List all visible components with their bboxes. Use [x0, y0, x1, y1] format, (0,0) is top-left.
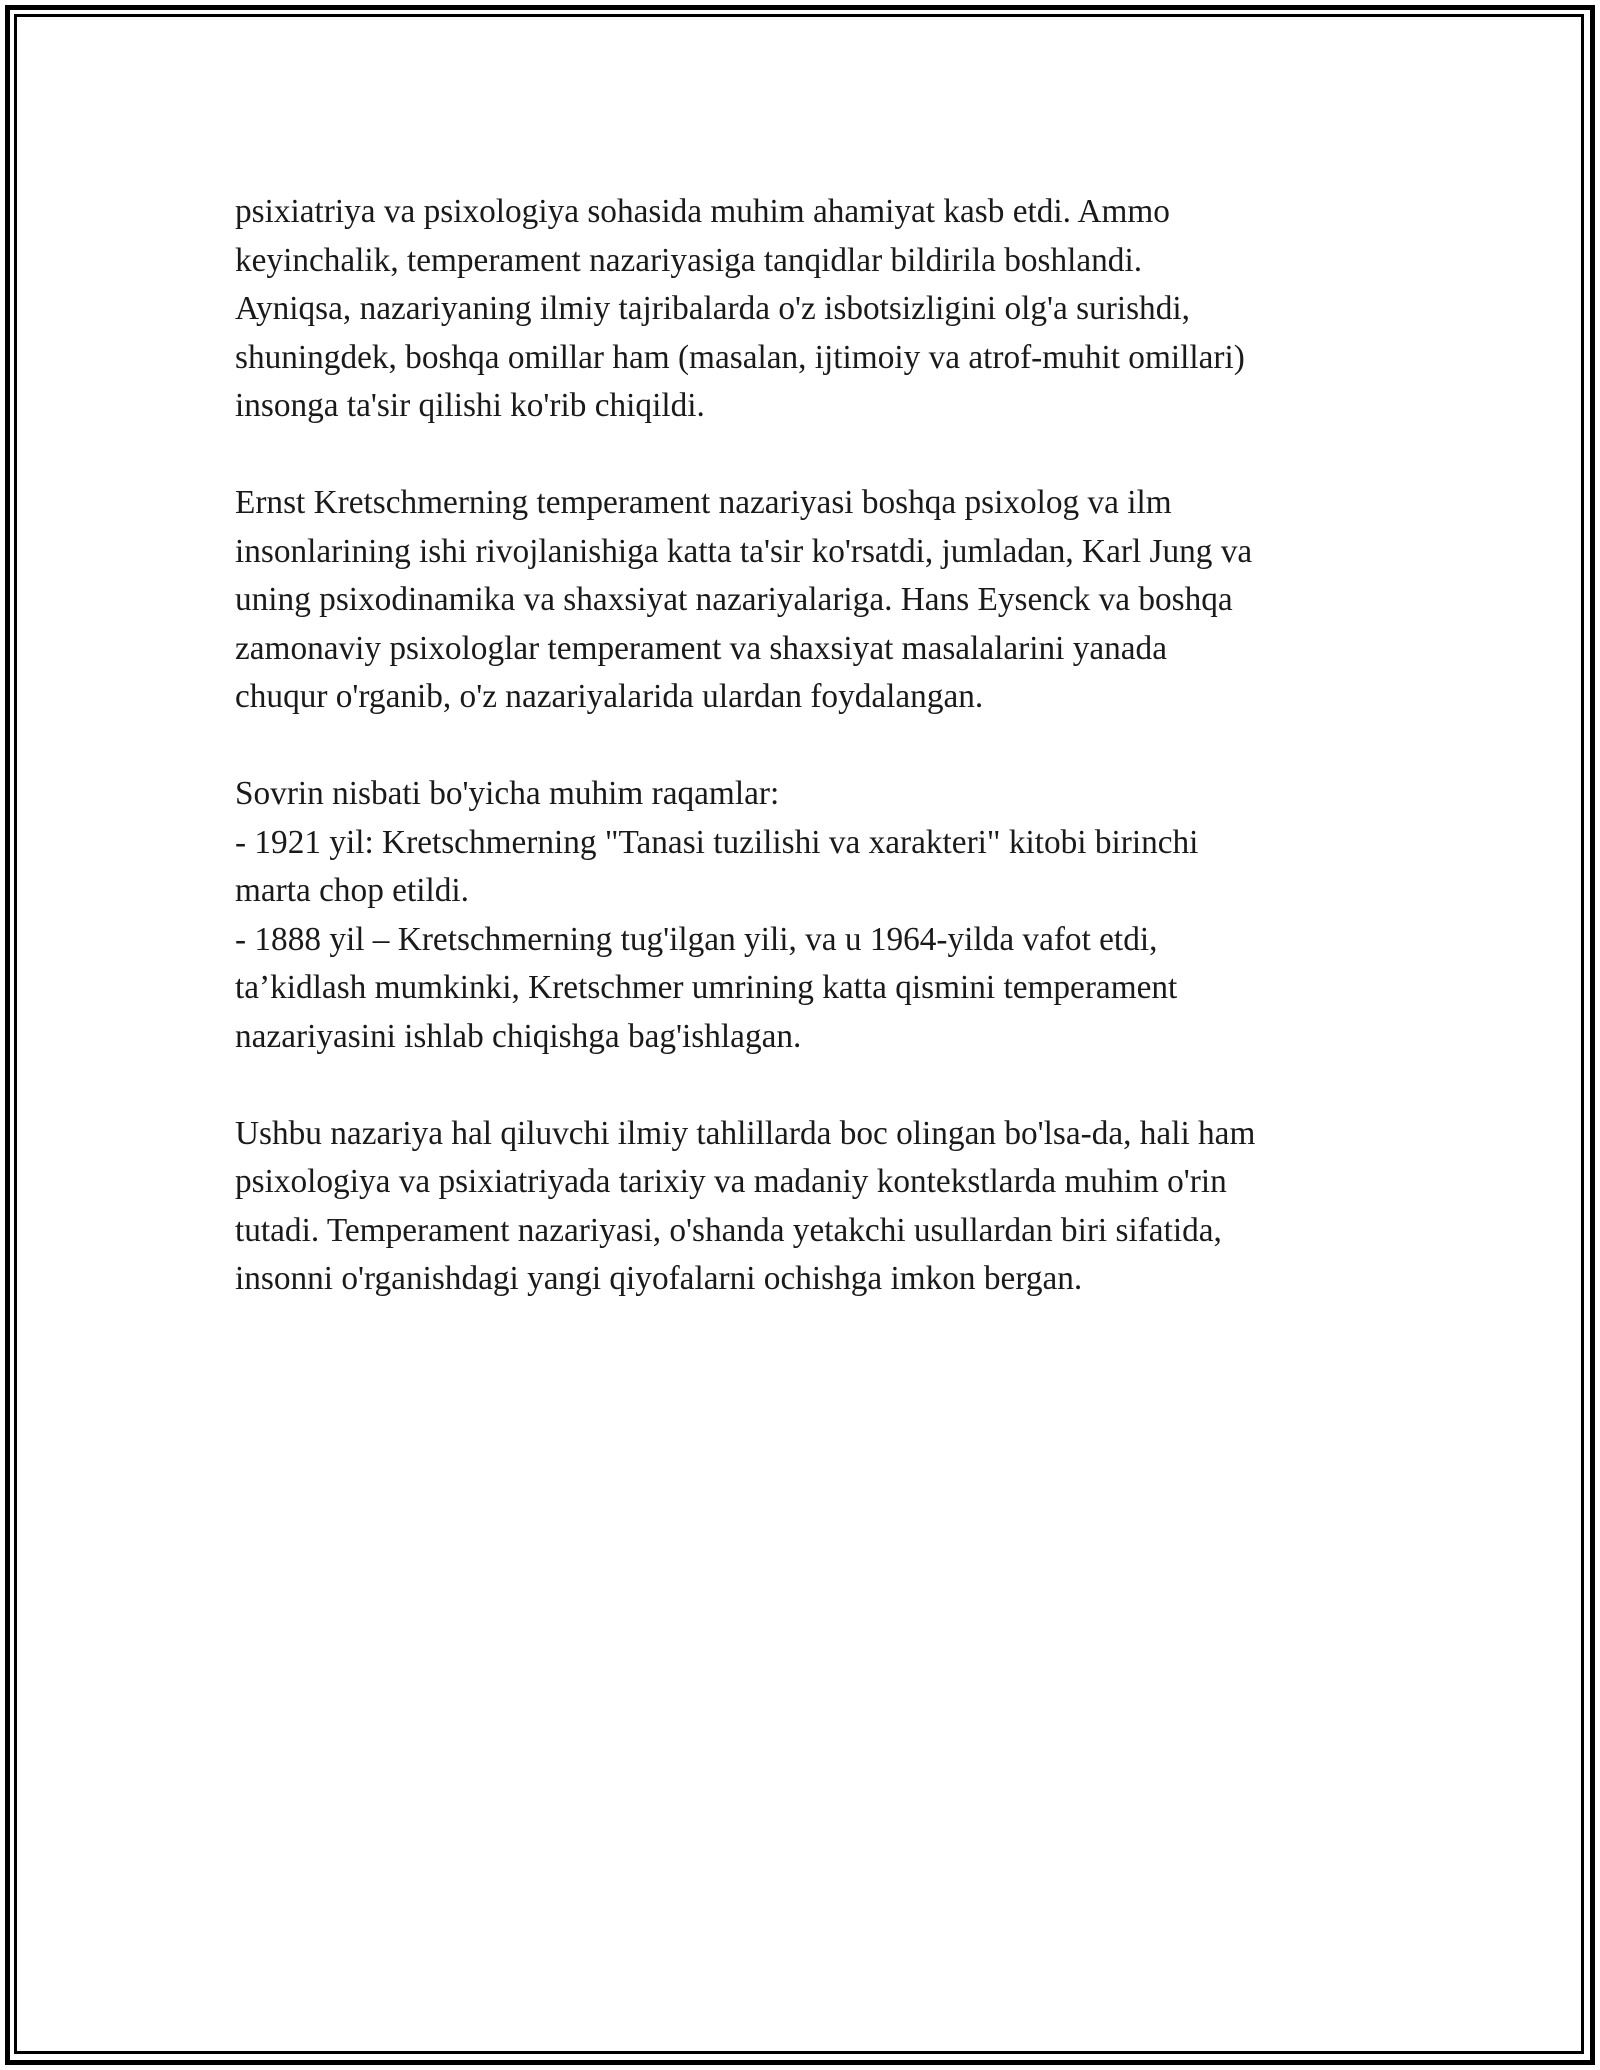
text-line: zamonaviy psixologlar temperament va shaxsiyat masalalarini yanada — [235, 629, 1167, 667]
text-line: Ayniqsa, nazariyaning ilmiy tajribalarda o'z isbotsizligini olg'a surishdi, — [235, 290, 1190, 327]
text-line: Sovrin nisbati bo'yicha muhim raqamlar: — [235, 775, 780, 812]
text-line: Ushbu nazariya hal qiluvchi ilmiy tahlillarda boc olingan bo'lsa-da, hali ham — [235, 1114, 1256, 1152]
text-line: shuningdek, boshqa omillar ham (masalan, ijtimoiy va atrof-muhit omillari) — [235, 338, 1245, 376]
document-body — [235, 188, 1395, 1352]
text-line: nazariyasini ishlab chiqishga bag'ishlagan. — [235, 1017, 802, 1055]
paragraph-conclusion — [235, 1110, 1395, 1304]
text-line: uning psixodinamika va shaxsiyat nazariyalariga. Hans Eysenck va boshqa — [235, 581, 1233, 618]
paragraph-key-figures — [235, 770, 1395, 1061]
text-line: psixiatriya va psixologiya sohasida muhim ahamiyat kasb etdi. Ammo — [235, 193, 1170, 230]
text-line: chuqur o'rganib, o'z nazariyalarida ulardan foydalangan. — [235, 678, 984, 715]
text-line: keyinchalik, temperament nazariyasiga tanqidlar bildirila boshlandi. — [235, 241, 1143, 279]
paragraph-criticism — [235, 188, 1395, 431]
text-line: insonlarining ishi rivojlanishiga katta ta'sir ko'rsatdi, jumladan, Karl Jung va — [235, 532, 1253, 570]
text-line: insonga ta'sir qilishi ko'rib chiqildi. — [235, 387, 705, 424]
paragraph-influence — [235, 479, 1395, 722]
list-item-line: - 1888 yil – Kretschmerning tug'ilgan yili, va u 1964-yilda vafot etdi, — [235, 920, 1158, 958]
text-line: Ernst Kretschmerning temperament nazariyasi boshqa psixolog va ilm — [235, 484, 1172, 521]
text-line: tutadi. Temperament nazariyasi, o'shanda yetakchi usullardan biri sifatida, — [235, 1211, 1222, 1249]
text-line: ta’kidlash mumkinki, Kretschmer umrining katta qismini temperament — [235, 969, 1178, 1006]
text-line: psixologiya va psixiatriyada tarixiy va madaniy kontekstlarda muhim o'rin — [235, 1163, 1227, 1200]
text-line: marta chop etildi. — [235, 872, 469, 909]
text-line: insonni o'rganishdagi yangi qiyofalarni ochishga imkon bergan. — [235, 1260, 1083, 1297]
list-item-line: - 1921 yil: Kretschmerning "Tanasi tuzilishi va xarakteri" kitobi birinchi — [235, 823, 1199, 861]
